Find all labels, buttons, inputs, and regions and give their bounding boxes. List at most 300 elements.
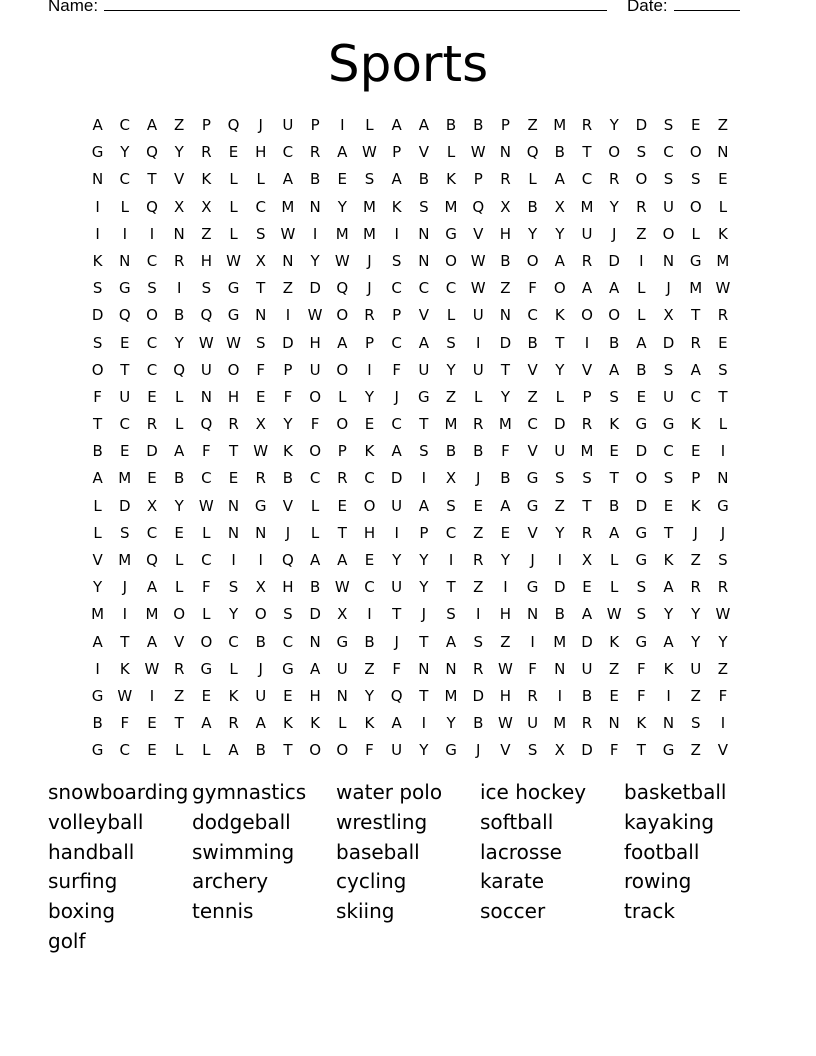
grid-letter[interactable]: A bbox=[228, 741, 239, 760]
grid-letter[interactable]: N bbox=[227, 523, 240, 542]
grid-letter[interactable]: S bbox=[636, 605, 647, 624]
grid-letter[interactable]: B bbox=[92, 442, 103, 461]
grid-letter[interactable]: W bbox=[198, 496, 214, 515]
grid-letter[interactable]: C bbox=[663, 143, 674, 162]
grid-letter[interactable]: D bbox=[608, 251, 620, 270]
grid-letter[interactable]: I bbox=[95, 659, 100, 678]
grid-letter[interactable]: N bbox=[499, 143, 512, 162]
grid-letter[interactable]: O bbox=[445, 251, 457, 270]
grid-letter[interactable]: V bbox=[527, 360, 538, 379]
grid-letter[interactable]: R bbox=[201, 143, 212, 162]
grid-letter[interactable]: A bbox=[391, 170, 402, 189]
grid-letter[interactable]: Y bbox=[500, 387, 510, 406]
grid-letter[interactable]: R bbox=[527, 686, 538, 705]
grid-letter[interactable]: C bbox=[146, 360, 158, 379]
grid-letter[interactable]: Q bbox=[146, 551, 158, 569]
grid-letter[interactable]: G bbox=[635, 632, 648, 651]
grid-letter[interactable]: Y bbox=[228, 605, 239, 624]
grid-letter[interactable]: Z bbox=[690, 686, 701, 705]
grid-letter[interactable]: B bbox=[554, 143, 565, 162]
grid-letter[interactable]: Z bbox=[174, 116, 185, 134]
grid-letter[interactable]: P bbox=[201, 116, 211, 134]
grid-letter[interactable]: C bbox=[119, 170, 131, 189]
grid-letter[interactable]: K bbox=[201, 170, 212, 189]
grid-letter[interactable]: A bbox=[554, 170, 565, 189]
grid-letter[interactable]: E bbox=[663, 496, 674, 515]
grid-letter[interactable]: L bbox=[93, 496, 102, 515]
grid-letter[interactable]: L bbox=[718, 415, 728, 434]
grid-letter[interactable]: S bbox=[663, 469, 674, 488]
grid-letter[interactable]: Q bbox=[526, 143, 539, 162]
grid-letter[interactable]: H bbox=[227, 387, 240, 406]
grid-letter[interactable]: Y bbox=[419, 578, 429, 597]
grid-letter[interactable]: W bbox=[497, 714, 513, 733]
grid-letter[interactable]: B bbox=[255, 632, 266, 651]
grid-letter[interactable]: T bbox=[256, 279, 266, 298]
grid-letter[interactable]: E bbox=[337, 170, 348, 189]
grid-letter[interactable]: T bbox=[446, 578, 456, 597]
grid-letter[interactable]: W bbox=[280, 224, 296, 243]
grid-letter[interactable]: C bbox=[119, 741, 131, 760]
grid-letter[interactable]: O bbox=[363, 496, 376, 515]
grid-letter[interactable]: U bbox=[336, 659, 348, 678]
grid-letter[interactable]: X bbox=[663, 306, 674, 325]
grid-letter[interactable]: A bbox=[391, 116, 402, 134]
grid-letter[interactable]: F bbox=[365, 741, 374, 760]
grid-letter[interactable]: S bbox=[690, 170, 701, 189]
grid-letter[interactable]: S bbox=[92, 279, 103, 298]
grid-letter[interactable]: T bbox=[718, 387, 728, 406]
grid-letter[interactable]: C bbox=[119, 116, 131, 134]
grid-letter[interactable]: G bbox=[717, 496, 729, 515]
grid-letter[interactable]: X bbox=[174, 197, 185, 216]
grid-letter[interactable]: C bbox=[690, 387, 701, 406]
grid-letter[interactable]: I bbox=[95, 224, 100, 243]
grid-letter[interactable]: F bbox=[718, 686, 728, 705]
grid-letter[interactable]: F bbox=[202, 578, 211, 597]
grid-letter[interactable]: Z bbox=[473, 578, 484, 597]
grid-letter[interactable]: R bbox=[581, 523, 593, 542]
grid-letter[interactable]: O bbox=[336, 741, 349, 760]
grid-letter[interactable]: B bbox=[500, 469, 511, 488]
grid-letter[interactable]: R bbox=[636, 197, 647, 216]
grid-letter[interactable]: N bbox=[662, 251, 675, 270]
grid-letter[interactable]: Y bbox=[283, 415, 293, 434]
name-blank-line[interactable] bbox=[104, 0, 607, 11]
grid-letter[interactable]: A bbox=[92, 632, 103, 651]
grid-letter[interactable]: A bbox=[663, 578, 674, 597]
grid-letter[interactable]: K bbox=[310, 714, 321, 733]
grid-letter[interactable]: G bbox=[118, 279, 131, 298]
grid-letter[interactable]: I bbox=[95, 197, 100, 216]
grid-letter[interactable]: G bbox=[91, 741, 104, 760]
grid-letter[interactable]: D bbox=[635, 116, 648, 134]
grid-letter[interactable]: D bbox=[472, 686, 484, 705]
grid-letter[interactable]: O bbox=[309, 387, 321, 406]
grid-letter[interactable]: Z bbox=[554, 496, 565, 515]
grid-letter[interactable]: A bbox=[282, 170, 294, 189]
grid-letter[interactable]: R bbox=[146, 415, 158, 434]
grid-letter[interactable]: U bbox=[554, 442, 566, 461]
grid-letter[interactable]: X bbox=[201, 197, 212, 216]
grid-letter[interactable]: B bbox=[473, 116, 484, 134]
grid-letter[interactable]: V bbox=[717, 741, 729, 760]
grid-letter[interactable]: V bbox=[282, 496, 294, 515]
grid-letter[interactable]: N bbox=[608, 714, 620, 733]
grid-letter[interactable]: A bbox=[391, 442, 402, 461]
grid-letter[interactable]: W bbox=[497, 659, 513, 678]
grid-letter[interactable]: C bbox=[364, 578, 375, 597]
grid-letter[interactable]: Q bbox=[200, 306, 213, 325]
grid-letter[interactable]: J bbox=[476, 741, 481, 760]
grid-letter[interactable]: S bbox=[718, 360, 728, 379]
grid-letter[interactable]: Q bbox=[472, 197, 485, 216]
grid-letter[interactable]: C bbox=[663, 442, 674, 461]
grid-letter[interactable]: Y bbox=[446, 714, 456, 733]
grid-letter[interactable]: I bbox=[367, 605, 372, 624]
grid-letter[interactable]: R bbox=[581, 415, 593, 434]
grid-letter[interactable]: U bbox=[663, 197, 675, 216]
grid-letter[interactable]: D bbox=[146, 442, 158, 461]
grid-letter[interactable]: M bbox=[444, 415, 458, 434]
grid-letter[interactable]: Z bbox=[717, 116, 729, 134]
grid-letter[interactable]: A bbox=[445, 632, 457, 651]
grid-letter[interactable]: L bbox=[202, 523, 211, 542]
grid-letter[interactable]: S bbox=[391, 251, 402, 270]
grid-letter[interactable]: Z bbox=[500, 279, 511, 298]
grid-letter[interactable]: I bbox=[122, 224, 127, 243]
grid-letter[interactable]: M bbox=[335, 224, 349, 243]
grid-letter[interactable]: E bbox=[718, 333, 728, 352]
grid-letter[interactable]: V bbox=[527, 442, 538, 461]
grid-letter[interactable]: P bbox=[419, 523, 429, 542]
grid-letter[interactable]: Q bbox=[118, 306, 131, 325]
grid-letter[interactable]: Y bbox=[174, 143, 184, 162]
grid-letter[interactable]: S bbox=[636, 578, 647, 597]
grid-letter[interactable]: I bbox=[149, 686, 155, 705]
grid-letter[interactable]: I bbox=[720, 442, 726, 461]
grid-letter[interactable]: W bbox=[606, 605, 622, 624]
grid-letter[interactable]: R bbox=[473, 415, 484, 434]
grid-letter[interactable]: J bbox=[394, 387, 399, 406]
grid-letter[interactable]: M bbox=[362, 224, 376, 243]
grid-letter[interactable]: R bbox=[581, 116, 593, 134]
grid-letter[interactable]: F bbox=[609, 741, 619, 760]
grid-letter[interactable]: L bbox=[202, 605, 211, 624]
grid-letter[interactable]: S bbox=[92, 333, 103, 352]
grid-letter[interactable]: E bbox=[120, 442, 130, 461]
grid-letter[interactable]: Y bbox=[500, 551, 510, 569]
grid-letter[interactable]: O bbox=[635, 469, 648, 488]
grid-letter[interactable]: L bbox=[637, 306, 646, 325]
grid-letter[interactable]: O bbox=[689, 143, 702, 162]
grid-letter[interactable]: K bbox=[717, 224, 728, 243]
grid-letter[interactable]: L bbox=[256, 170, 265, 189]
grid-letter[interactable]: M bbox=[145, 605, 159, 624]
grid-letter[interactable]: Y bbox=[364, 686, 375, 705]
grid-letter[interactable]: I bbox=[720, 714, 726, 733]
grid-letter[interactable]: W bbox=[253, 442, 269, 461]
grid-letter[interactable]: H bbox=[255, 143, 267, 162]
grid-letter[interactable]: D bbox=[581, 741, 593, 760]
grid-letter[interactable]: T bbox=[582, 496, 592, 515]
grid-letter[interactable]: K bbox=[119, 659, 130, 678]
grid-letter[interactable]: X bbox=[581, 551, 593, 569]
grid-letter[interactable]: H bbox=[499, 686, 512, 705]
grid-letter[interactable]: I bbox=[530, 632, 535, 651]
grid-letter[interactable]: A bbox=[554, 251, 565, 270]
grid-letter[interactable]: Q bbox=[173, 360, 186, 379]
grid-letter[interactable]: E bbox=[582, 578, 592, 597]
grid-letter[interactable]: I bbox=[421, 469, 427, 488]
grid-letter[interactable]: Y bbox=[337, 197, 347, 216]
grid-letter[interactable]: J bbox=[122, 578, 127, 597]
grid-letter[interactable]: N bbox=[173, 224, 185, 243]
grid-letter[interactable]: Y bbox=[691, 605, 701, 624]
grid-letter[interactable]: R bbox=[364, 306, 375, 325]
grid-letter[interactable]: X bbox=[255, 251, 266, 270]
grid-letter[interactable]: K bbox=[364, 714, 375, 733]
grid-letter[interactable]: K bbox=[554, 306, 565, 325]
grid-letter[interactable]: T bbox=[419, 686, 429, 705]
grid-letter[interactable]: Y bbox=[691, 632, 701, 651]
grid-letter[interactable]: Y bbox=[555, 523, 565, 542]
grid-letter[interactable]: I bbox=[557, 551, 562, 569]
grid-letter[interactable]: K bbox=[282, 714, 293, 733]
grid-letter[interactable]: J bbox=[285, 523, 291, 542]
grid-letter[interactable]: F bbox=[501, 442, 510, 461]
grid-letter[interactable]: Z bbox=[609, 659, 620, 678]
grid-letter[interactable]: O bbox=[254, 605, 267, 624]
grid-letter[interactable]: G bbox=[635, 551, 648, 569]
grid-letter[interactable]: B bbox=[500, 251, 511, 270]
grid-letter[interactable]: N bbox=[200, 387, 212, 406]
grid-letter[interactable]: W bbox=[226, 251, 241, 270]
grid-letter[interactable]: C bbox=[282, 632, 294, 651]
grid-letter[interactable]: V bbox=[174, 170, 185, 189]
grid-letter[interactable]: N bbox=[717, 469, 729, 488]
grid-letter[interactable]: V bbox=[500, 741, 511, 760]
grid-letter[interactable]: G bbox=[227, 306, 240, 325]
grid-letter[interactable]: U bbox=[200, 360, 212, 379]
grid-letter[interactable]: R bbox=[690, 578, 701, 597]
grid-letter[interactable]: K bbox=[609, 415, 620, 434]
grid-letter[interactable]: N bbox=[309, 632, 321, 651]
grid-letter[interactable]: T bbox=[392, 605, 402, 624]
grid-letter[interactable]: S bbox=[582, 469, 592, 488]
grid-letter[interactable]: B bbox=[581, 686, 593, 705]
grid-letter[interactable]: S bbox=[120, 523, 130, 542]
grid-letter[interactable]: Y bbox=[609, 116, 619, 134]
grid-letter[interactable]: P bbox=[691, 469, 701, 488]
grid-letter[interactable]: L bbox=[120, 197, 129, 216]
grid-letter[interactable]: N bbox=[418, 224, 430, 243]
grid-letter[interactable]: N bbox=[526, 605, 539, 624]
grid-letter[interactable]: B bbox=[174, 469, 185, 488]
grid-letter[interactable]: D bbox=[309, 279, 321, 298]
grid-letter[interactable]: Q bbox=[336, 279, 349, 298]
grid-letter[interactable]: D bbox=[390, 469, 403, 488]
grid-letter[interactable]: Z bbox=[201, 224, 212, 243]
grid-letter[interactable]: H bbox=[200, 251, 212, 270]
grid-letter[interactable]: A bbox=[201, 714, 212, 733]
grid-letter[interactable]: A bbox=[609, 279, 620, 298]
grid-letter[interactable]: B bbox=[473, 714, 484, 733]
grid-letter[interactable]: S bbox=[228, 578, 239, 597]
grid-letter[interactable]: S bbox=[446, 333, 456, 352]
grid-letter[interactable]: N bbox=[91, 170, 104, 189]
grid-letter[interactable]: C bbox=[581, 170, 593, 189]
grid-letter[interactable]: H bbox=[363, 523, 376, 542]
grid-letter[interactable]: L bbox=[310, 523, 320, 542]
grid-letter[interactable]: J bbox=[258, 116, 263, 134]
grid-letter[interactable]: R bbox=[581, 714, 593, 733]
grid-letter[interactable]: S bbox=[419, 442, 429, 461]
grid-letter[interactable]: C bbox=[146, 523, 158, 542]
grid-letter[interactable]: G bbox=[254, 496, 267, 515]
grid-letter[interactable]: A bbox=[337, 551, 348, 569]
grid-letter[interactable]: I bbox=[476, 333, 481, 352]
grid-letter[interactable]: R bbox=[581, 251, 593, 270]
grid-letter[interactable]: O bbox=[173, 605, 186, 624]
grid-letter[interactable]: T bbox=[147, 170, 157, 189]
grid-letter[interactable]: F bbox=[637, 659, 646, 678]
grid-letter[interactable]: B bbox=[527, 197, 538, 216]
grid-letter[interactable]: W bbox=[362, 143, 377, 162]
grid-letter[interactable]: I bbox=[394, 224, 399, 243]
grid-letter[interactable]: A bbox=[146, 578, 158, 597]
grid-letter[interactable]: I bbox=[421, 714, 427, 733]
grid-letter[interactable]: U bbox=[119, 387, 131, 406]
grid-letter[interactable]: X bbox=[554, 741, 565, 760]
grid-letter[interactable]: P bbox=[582, 387, 592, 406]
grid-letter[interactable]: K bbox=[690, 415, 701, 434]
grid-letter[interactable]: C bbox=[527, 306, 538, 325]
grid-letter[interactable]: O bbox=[336, 360, 349, 379]
grid-letter[interactable]: Q bbox=[227, 116, 240, 134]
grid-letter[interactable]: G bbox=[200, 659, 213, 678]
grid-letter[interactable]: M bbox=[498, 415, 512, 434]
grid-letter[interactable]: G bbox=[635, 523, 648, 542]
grid-letter[interactable]: C bbox=[146, 333, 158, 352]
grid-letter[interactable]: V bbox=[473, 224, 484, 243]
grid-letter[interactable]: K bbox=[391, 197, 402, 216]
grid-letter[interactable]: N bbox=[717, 143, 729, 162]
grid-letter[interactable]: M bbox=[580, 197, 594, 216]
grid-letter[interactable]: O bbox=[553, 279, 566, 298]
grid-letter[interactable]: N bbox=[418, 251, 430, 270]
grid-letter[interactable]: L bbox=[528, 170, 537, 189]
grid-letter[interactable]: C bbox=[201, 469, 212, 488]
grid-letter[interactable]: R bbox=[690, 333, 701, 352]
grid-letter[interactable]: W bbox=[334, 251, 350, 270]
grid-letter[interactable]: A bbox=[609, 360, 620, 379]
grid-letter[interactable]: A bbox=[337, 333, 348, 352]
grid-letter[interactable]: I bbox=[122, 605, 127, 624]
grid-letter[interactable]: A bbox=[500, 496, 511, 515]
grid-letter[interactable]: N bbox=[282, 251, 294, 270]
grid-letter[interactable]: T bbox=[337, 523, 347, 542]
grid-letter[interactable]: G bbox=[526, 578, 539, 597]
grid-letter[interactable]: B bbox=[309, 170, 321, 189]
grid-letter[interactable]: Y bbox=[663, 605, 674, 624]
grid-letter[interactable]: M bbox=[91, 605, 105, 624]
grid-letter[interactable]: V bbox=[527, 523, 538, 542]
grid-letter[interactable]: Z bbox=[174, 686, 185, 705]
grid-letter[interactable]: G bbox=[662, 741, 675, 760]
grid-letter[interactable]: U bbox=[690, 659, 702, 678]
grid-letter[interactable]: L bbox=[637, 279, 646, 298]
grid-letter[interactable]: A bbox=[690, 360, 701, 379]
grid-letter[interactable]: V bbox=[418, 143, 429, 162]
grid-letter[interactable]: S bbox=[473, 632, 483, 651]
grid-letter[interactable]: O bbox=[91, 360, 104, 379]
grid-letter[interactable]: T bbox=[691, 306, 701, 325]
grid-letter[interactable]: W bbox=[334, 578, 350, 597]
grid-letter[interactable]: N bbox=[418, 659, 430, 678]
grid-letter[interactable]: P bbox=[392, 143, 402, 162]
grid-letter[interactable]: C bbox=[527, 415, 538, 434]
grid-letter[interactable]: Z bbox=[636, 224, 647, 243]
grid-letter[interactable]: L bbox=[446, 143, 456, 162]
grid-letter[interactable]: W bbox=[198, 333, 214, 352]
grid-letter[interactable]: F bbox=[283, 387, 293, 406]
grid-letter[interactable]: R bbox=[473, 659, 484, 678]
grid-letter[interactable]: O bbox=[200, 632, 213, 651]
grid-letter[interactable]: E bbox=[636, 387, 647, 406]
grid-letter[interactable]: B bbox=[309, 578, 321, 597]
grid-letter[interactable]: W bbox=[715, 279, 731, 298]
grid-letter[interactable]: D bbox=[309, 605, 321, 624]
grid-letter[interactable]: G bbox=[526, 469, 539, 488]
grid-letter[interactable]: Y bbox=[174, 496, 184, 515]
grid-letter[interactable]: C bbox=[309, 469, 321, 488]
grid-letter[interactable]: P bbox=[337, 442, 347, 461]
grid-letter[interactable]: S bbox=[718, 551, 728, 569]
grid-letter[interactable]: F bbox=[310, 415, 320, 434]
grid-letter[interactable]: M bbox=[553, 714, 567, 733]
grid-letter[interactable]: B bbox=[636, 360, 647, 379]
grid-letter[interactable]: A bbox=[609, 523, 620, 542]
grid-letter[interactable]: G bbox=[91, 143, 104, 162]
grid-letter[interactable]: E bbox=[147, 469, 157, 488]
grid-letter[interactable]: B bbox=[255, 741, 266, 760]
grid-letter[interactable]: N bbox=[445, 659, 457, 678]
grid-letter[interactable]: R bbox=[228, 714, 239, 733]
grid-letter[interactable]: L bbox=[338, 387, 347, 406]
grid-letter[interactable]: S bbox=[201, 279, 212, 298]
grid-letter[interactable]: F bbox=[392, 360, 401, 379]
grid-letter[interactable]: S bbox=[609, 387, 619, 406]
grid-letter[interactable]: L bbox=[310, 496, 320, 515]
grid-letter[interactable]: L bbox=[718, 197, 728, 216]
grid-letter[interactable]: J bbox=[258, 659, 263, 678]
grid-letter[interactable]: R bbox=[337, 469, 348, 488]
grid-letter[interactable]: Y bbox=[419, 741, 429, 760]
grid-letter[interactable]: C bbox=[201, 551, 212, 569]
grid-letter[interactable]: R bbox=[473, 551, 484, 569]
grid-letter[interactable]: G bbox=[689, 251, 702, 270]
grid-letter[interactable]: Z bbox=[282, 279, 294, 298]
grid-letter[interactable]: W bbox=[470, 251, 486, 270]
grid-letter[interactable]: O bbox=[336, 415, 349, 434]
grid-letter[interactable]: C bbox=[391, 415, 402, 434]
grid-letter[interactable]: F bbox=[202, 442, 211, 461]
grid-letter[interactable]: E bbox=[283, 686, 293, 705]
grid-letter[interactable]: M bbox=[118, 469, 132, 488]
grid-letter[interactable]: I bbox=[285, 306, 291, 325]
grid-letter[interactable]: Z bbox=[500, 632, 511, 651]
